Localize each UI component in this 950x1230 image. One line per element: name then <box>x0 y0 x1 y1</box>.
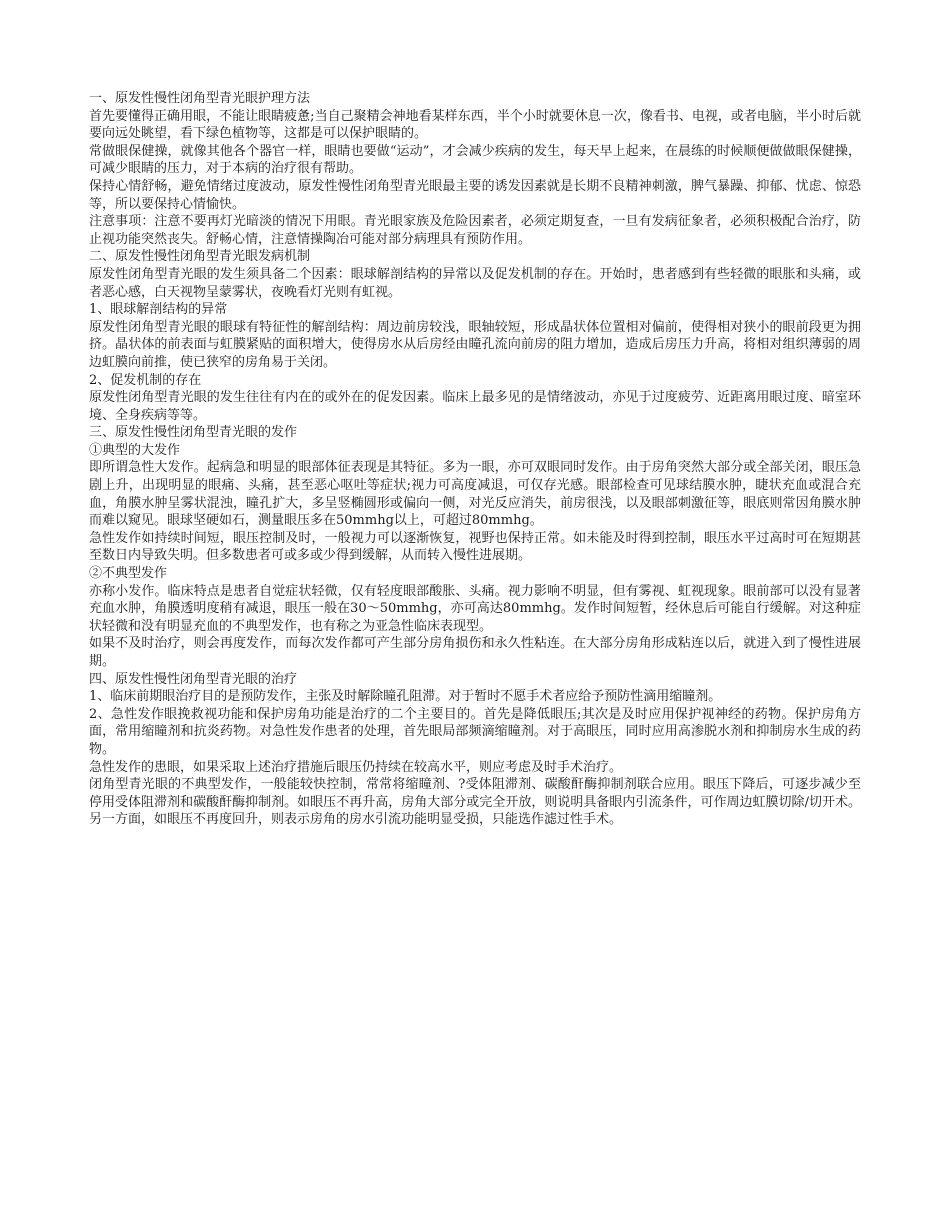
paragraph-chronic-progression: 如果不及时治疗，则会再度发作，而每次发作都可产生部分房角损伤和永久性粘连。在大部分房角形成粘连以后，就进入到了慢性进展期。 <box>89 636 861 669</box>
paragraph-typical-attack: 即所谓急性大发作。起病急和明显的眼部体征表现是其特征。多为一眼，亦可双眼同时发作。由于房角突然大部分或全部关闭，眼压急剧上升，出现明显的眼痛、头痛，甚至恶心呕吐等症状;视力可高度减退，可仅存光感。眼部检查可见球结膜水肿，睫状充血或混合充血，角膜水肿呈雾状混浊，瞳孔扩大，多呈竖椭圆形或偏向一侧，对光反应消失，前房很浅，以及眼部刺激征等，眼底则常因角膜水肿而难以窥见。眼球坚硬如石，测量眼压多在50mmhg以上，可超过80mmhg。 <box>89 460 861 529</box>
section-heading-attacks: 三、原发性慢性闭角型青光眼的发作 <box>89 425 298 441</box>
paragraph-two-factors: 原发性闭角型青光眼的发生须具备二个因素：眼球解剖结构的异常以及促发机制的存在。开始时，患者感到有些轻微的眼胀和头痛，或者恶心感，白天视物呈蒙雾状，夜晚看灯光则有虹视。 <box>89 266 861 300</box>
paragraph-attack-outcome: 急性发作如持续时间短，眼压控制及时，一般视力可以逐渐恢复，视野也保持正常。如未能及时得到控制，眼压水平过高时可在短期甚至数日内导致失明。但多数患者可或多或少得到缓解，从而转入慢性进展期。 <box>89 530 861 564</box>
paragraph-eye-exercises: 常做眼保健操，就像其他各个器官一样，眼睛也要做“运动”，才会减少疾病的发生，每天早上起来，在晨练的时候顺便做做眼保健操，可减少眼睛的压力，对于本病的治疗很有帮助。 <box>89 143 861 177</box>
paragraph-treatment-atypical: 闭角型青光眼的不典型发作，一般能较快控制，常常将缩瞳剂、?受体阻滞剂、碳酸酐酶抑制剂联合应用。眼压下降后，可逐步减少至停用受体阻滞剂和碳酸酐酶抑制剂。如眼压不再升高，房角大部分或完全开放，则说明具备眼内引流条件，可作周边虹膜切除/切开术。另一方面，如眼压不再度回升，则表示房角的房水引流功能明显受损，只能选作滤过性手术。 <box>89 777 861 828</box>
paragraph-treatment-acute: 2、急性发作眼挽救视功能和保护房角功能是治疗的二个主要目的。首先是降低眼压;其次是及时应用保护视神经的药物。保护房角方面，常用缩瞳剂和抗炎药物。对急性发作患者的处理，首先眼局部频滴缩瞳剂。对于高眼压，同时应用高渗脱水剂和抑制房水生成的药物。 <box>89 706 861 757</box>
subheading-anatomy: 1、眼球解剖结构的异常 <box>89 302 228 318</box>
paragraph-precautions: 注意事项：注意不要再灯光暗淡的情况下用眼。青光眼家族及危险因素者，必须定期复查，一旦有发病征象者，必须积极配合治疗，防止视功能突然丧失。舒畅心情，注意情操陶冶可能对部分病理具有预防作用。 <box>89 214 861 247</box>
section-heading-pathogenesis: 二、原发性慢性闭角型青光眼发病机制 <box>89 249 311 265</box>
section-heading-care-methods: 一、原发性慢性闭角型青光眼护理方法 <box>89 91 311 106</box>
section-heading-treatment: 四、原发性慢性闭角型青光眼的治疗 <box>89 671 298 687</box>
paragraph-atypical-attack: 亦称小发作。临床特点是患者自觉症状轻微，仅有轻度眼部酸胀、头痛。视力影响不明显，但有雾视、虹视现象。眼前部可以没有显著充血水肿，角膜透明度稍有减退，眼压一般在30～50mmhg，亦可高达80mmhg。发作时间短暂，经休息后可能自行缓解。对这种症状轻微和没有明显充血的不典型发作，也有称之为亚急性临床表现型。 <box>89 583 861 634</box>
subheading-trigger-mechanism: 2、促发机制的存在 <box>89 372 202 388</box>
document-body <box>89 90 861 829</box>
paragraph-keep-mood: 保持心情舒畅，避免情绪过度波动，原发性慢性闭角型青光眼最主要的诱发因素就是长期不良精神刺激，脾气暴躁、抑郁、忧虑、惊恐等，所以要保持心情愉快。 <box>89 178 861 212</box>
paragraph-treatment-surgery: 急性发作的患眼，如果采取上述治疗措施后眼压仍持续在较高水平，则应考虑及时手术治疗。 <box>89 759 623 775</box>
subheading-typical-attack: ①典型的大发作 <box>89 442 181 458</box>
paragraph-treatment-preclinical: 1、临床前期眼治疗目的是预防发作，主张及时解除瞳孔阻滞。对于暂时不愿手术者应给予预防性滴用缩瞳剂。 <box>89 689 722 705</box>
paragraph-correct-eye-use: 首先要懂得正确用眼，不能让眼睛疲惫;当自己聚精会神地看某样东西，半个小时就要休息一次，像看书、电视，或者电脑，半小时后就要向远处眺望，看下绿色植物等，这都是可以保护眼睛的。 <box>89 108 861 142</box>
paragraph-anatomy: 原发性闭角型青光眼的眼球有特征性的解剖结构：周边前房较浅，眼轴较短，形成晶状体位置相对偏前，使得相对狭小的眼前段更为拥挤。晶状体的前表面与虹膜紧贴的面积增大，使得房水从后房经由瞳孔流向前房的阻力增加，造成后房压力升高，将相对组织薄弱的周边虹膜向前推，使已狭窄的房角易于关闭。 <box>89 319 861 370</box>
paragraph-trigger-mechanism: 原发性闭角型青光眼的发生往往有内在的或外在的促发因素。临床上最多见的是情绪波动，亦见于过度疲劳、近距离用眼过度、暗室环境、全身疾病等等。 <box>89 390 861 423</box>
subheading-atypical-attack: ②不典型发作 <box>89 566 168 582</box>
